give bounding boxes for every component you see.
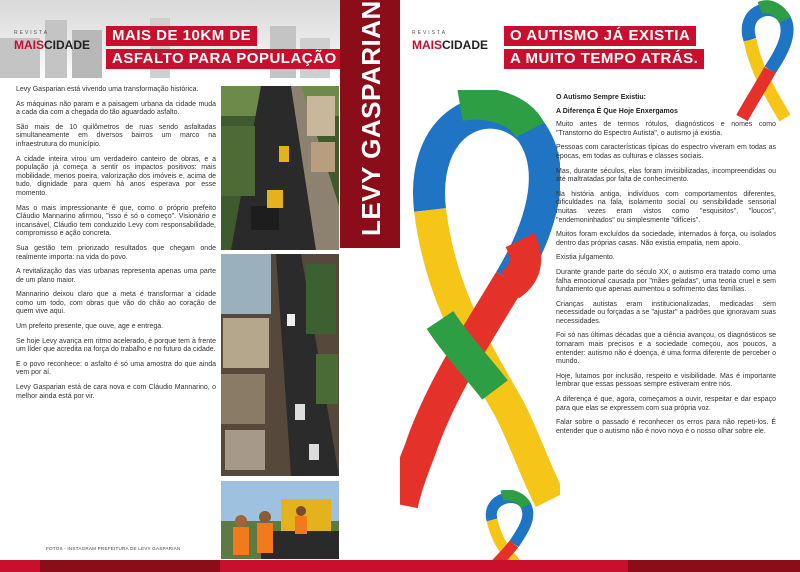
paragraph: Durante grande parte do século XX, o autismo era tratado como uma falha emocional causada por "mães geladas", uma teoria cruel e sem fundamento que apenas aumentou o sofrimento das famílias.: [556, 268, 776, 294]
paragraph: E o povo reconhece: o asfalto é só uma amostra do que ainda vem por aí.: [16, 360, 216, 377]
footer-bar-accent-right: [628, 560, 800, 572]
magazine-logo-right: [412, 30, 488, 54]
paragraph: São mais de 10 quilômetros de ruas sendo asfaltadas simultaneamente em diversos bairros um marco na infraestrutura do município.: [16, 123, 216, 148]
paragraph: Hoje, lutamos por inclusão, respeito e visibilidade. Mas é importante lembrar que essas pessoas sempre estiveram entre nós.: [556, 372, 776, 389]
logo-small-text: REVISTA: [412, 30, 448, 36]
article-body: [16, 86, 216, 407]
paragraph: A diferença é que, agora, começamos a ouvir, respeitar e dar espaço para que elas se expressem com sua própria voz.: [556, 396, 776, 412]
photo-street-aerial: [221, 254, 339, 476]
headline-line-1-right: O AUTISMO JÁ EXISTIA: [504, 26, 696, 46]
paragraph: A cidade inteira virou um verdadeiro canteiro de obras, e a população já começa a sentir os impactos positivos: mais mobilidade, menos poeira, valorização dos imóveis e, acima de tudo, dignidade para quem há anos esperava por esse momento.: [16, 155, 216, 197]
logo-mais: MAIS: [412, 38, 442, 52]
magazine-logo: [14, 30, 90, 54]
paragraph: Se hoje Levy avança em ritmo acelerado, é porque tem à frente um líder que acredita na força do trabalho e no futuro da cidade.: [16, 337, 216, 354]
paragraph: Mannarino deixou claro que a meta é transformar a cidade como um todo, com obras que vão do chão ao coração de quem vive aqui.: [16, 291, 216, 316]
logo-cidade: CIDADE: [442, 38, 489, 52]
logo-cidade: CIDADE: [44, 38, 91, 52]
paragraph: Levy Gasparian está vivendo uma transformação histórica.: [16, 86, 199, 93]
right-page: [400, 0, 800, 572]
paragraph: Muito antes de termos rótulos, diagnósticos e nomes como "Transtorno do Espectro Autista", o autismo já existia.: [556, 121, 776, 137]
paragraph: Muitos foram excluídos da sociedade, internados à força, ou isolados dentro das próprias casas. Não existia empatia, nem apoio.: [556, 231, 776, 247]
paragraph: Na história antiga, indivíduos com comportamentos diferentes, dificuldades na fala, isolamento social ou sensibilidade sensorial muitas vezes eram vistos como "esquisitos", "loucos", "endemoninhados" ou simplesmente "difíceis".: [556, 190, 776, 224]
photo-caption: FOTOS - INSTAGRAM PREFEITURA DE LEVY GASPARIAN: [46, 546, 181, 551]
paragraph: Levy Gasparian está de cara nova e com Cláudio Mannarino, o melhor ainda está por vir.: [16, 384, 216, 400]
paragraph: As máquinas não param e a paisagem urbana da cidade muda a cada dia com a chegada do tão aguardado asfalto.: [16, 100, 216, 117]
footer-bar: [0, 560, 800, 572]
paragraph: Foi só nas últimas décadas que a ciência avançou, os diagnósticos se tornaram mais precisos e a sociedade começou, aos poucos, a entender: autismo não é doença, é uma forma diferente de perceber o mundo.: [556, 332, 776, 366]
vertical-title-band: [340, 0, 400, 248]
photo-workers: [221, 481, 339, 559]
logo-small-text: REVISTA: [14, 30, 50, 36]
paragraph: Crianças autistas eram institucionalizadas, medicadas sem necessidade ou forçadas a se "ajustar" a padrões que ignoravam suas necessidades.: [556, 300, 776, 325]
paragraph: Pessoas com características típicas do espectro viveram em todas as épocas, em todas as culturas e classes sociais.: [556, 144, 776, 160]
subheading-2: A Diferença É Que Hoje Enxergamos: [556, 107, 678, 115]
vertical-title: LEVY GASPARIAN: [356, 0, 386, 236]
paragraph: A revitalização das vias urbanas representa apenas uma parte de um plano maior.: [16, 268, 216, 284]
paragraph: Mas, durante séculos, elas foram invisibilizadas, incompreendidas ou até maltratadas por falta de conhecimento.: [556, 167, 776, 184]
puzzle-ribbon-large: [400, 90, 560, 510]
subheading-1: O Autismo Sempre Existiu:: [556, 94, 646, 101]
paragraph: Falar sobre o passado é reconhecer os erros para não repeti-los. É entender que o autismo não é novo novo é o nosso olhar sobre ele.: [556, 419, 776, 435]
headline-line-2-right: A MUITO TEMPO ATRÁS.: [504, 49, 704, 69]
photo-paving-aerial: [221, 86, 339, 250]
paragraph: Existia julgamento.: [556, 254, 615, 262]
paragraph: Sua gestão tem priorizado resultados que chegam onde realmente importa: na vida do povo.: [16, 244, 216, 261]
paragraph: Mas o mais impressionante é que, como o próprio prefeito Cláudio Mannarino afirmou, "isso é só o começo". Visionário e incansável, Cláudio tem conduzido Levy com responsabilidade, compromisso e ação concreta.: [16, 204, 216, 238]
footer-bar-accent-left: [40, 560, 220, 572]
headline-line-2: ASFALTO PARA POPULAÇÃO: [106, 49, 343, 69]
paragraph: Um prefeito presente, que ouve, age e entrega.: [16, 323, 164, 331]
headline-line-1: MAIS DE 10KM DE: [106, 26, 257, 46]
logo-mais: MAIS: [14, 38, 44, 52]
article-body-right: [556, 94, 776, 442]
